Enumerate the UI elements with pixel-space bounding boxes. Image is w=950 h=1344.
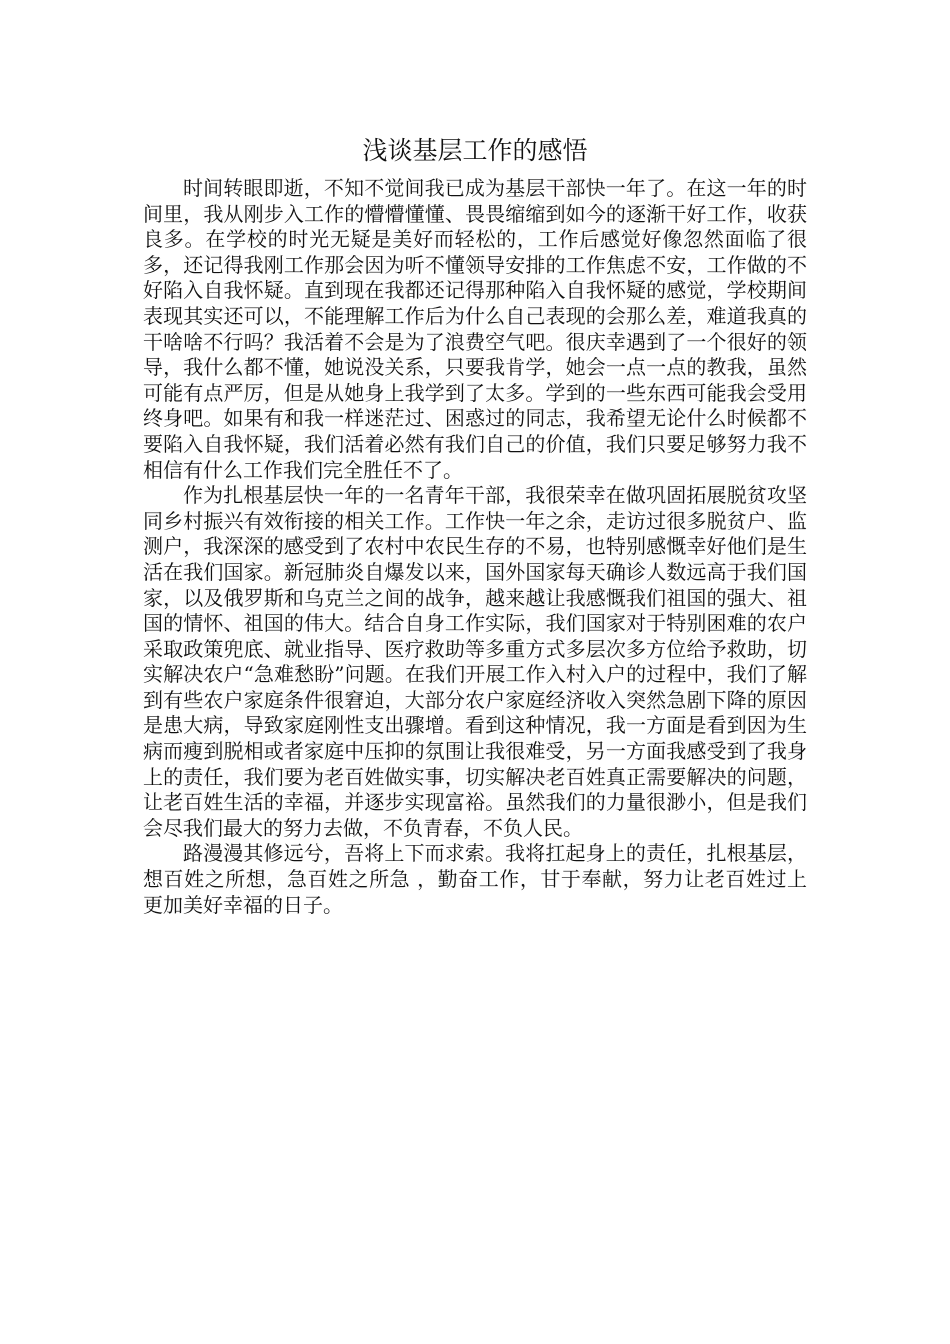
document-body — [143, 176, 807, 918]
paragraph-3: 路漫漫其修远兮，吾将上下而求索。我将扛起身上的责任，扎根基层，想百姓之所想，急百姓之所急 ，勤奋工作，甘于奉献，努力让老百姓过上更加美好幸福的日子。 — [143, 841, 807, 917]
document-title: 浅谈基层工作的感悟 — [362, 136, 588, 165]
paragraph-2: 作为扎根基层快一年的一名青年干部，我很荣幸在做巩固拓展脱贫攻坚同乡村振兴有效衔接的相关工作。工作快一年之余，走访过很多脱贫户、监测户，我深深的感受到了农村中农民生存的不易，也特别感慨幸好他们是生活在我们国家。新冠肺炎自爆发以来，国外国家每天确诊人数远高于我们国家，以及俄罗斯和乌克兰之间的战争，越来越让我感慨我们祖国的强大、祖国的情怀、祖国的伟大。结合自身工作实际，我们国家对于特别困难的农户采取政策兜底、就业指导、医疗救助等多重方式多层次多方位给予救助，切实解决农户“急难愁盼”问题。在我们开展工作入村入户的过程中，我们了解到有些农户家庭条件很窘迫，大部分农户家庭经济收入突然急剧下降的原因是患大病，导致家庭刚性支出骤增。看到这种情况，我一方面是看到因为生病而瘦到脱相或者家庭中压抑的氛围让我很难受，另一方面我感受到了我身上的责任，我们要为老百姓做实事，切实解决老百姓真正需要解决的问题，让老百姓生活的幸福，并逐步实现富裕。虽然我们的力量很渺小，但是我们会尽我们最大的努力去做，不负青春，不负人民。 — [143, 483, 807, 840]
paragraph-1: 时间转眼即逝，不知不觉间我已成为基层干部快一年了。在这一年的时间里，我从刚步入工作的懵懵懂懂、畏畏缩缩到如今的逐渐干好工作，收获良多。在学校的时光无疑是美好而轻松的，工作后感觉好像忽然面临了很多，还记得我刚工作那会因为听不懂领导安排的工作焦虑不安，工作做的不好陷入自我怀疑。直到现在我都还记得那种陷入自我怀疑的感觉，学校期间表现其实还可以，不能理解工作后为什么自己表现的会那么差，难道我真的干啥啥不行吗？我活着不会是为了浪费空气吧。很庆幸遇到了一个很好的领导，我什么都不懂，她说没关系，只要我肯学，她会一点一点的教我，虽然可能有点严厉，但是从她身上我学到了太多。学到的一些东西可能我会受用终身吧。如果有和我一样迷茫过、困惑过的同志，我希望无论什么时候都不要陷入自我怀疑，我们活着必然有我们自己的价值，我们只要足够努力我不相信有什么工作我们完全胜任不了。 — [143, 176, 807, 482]
